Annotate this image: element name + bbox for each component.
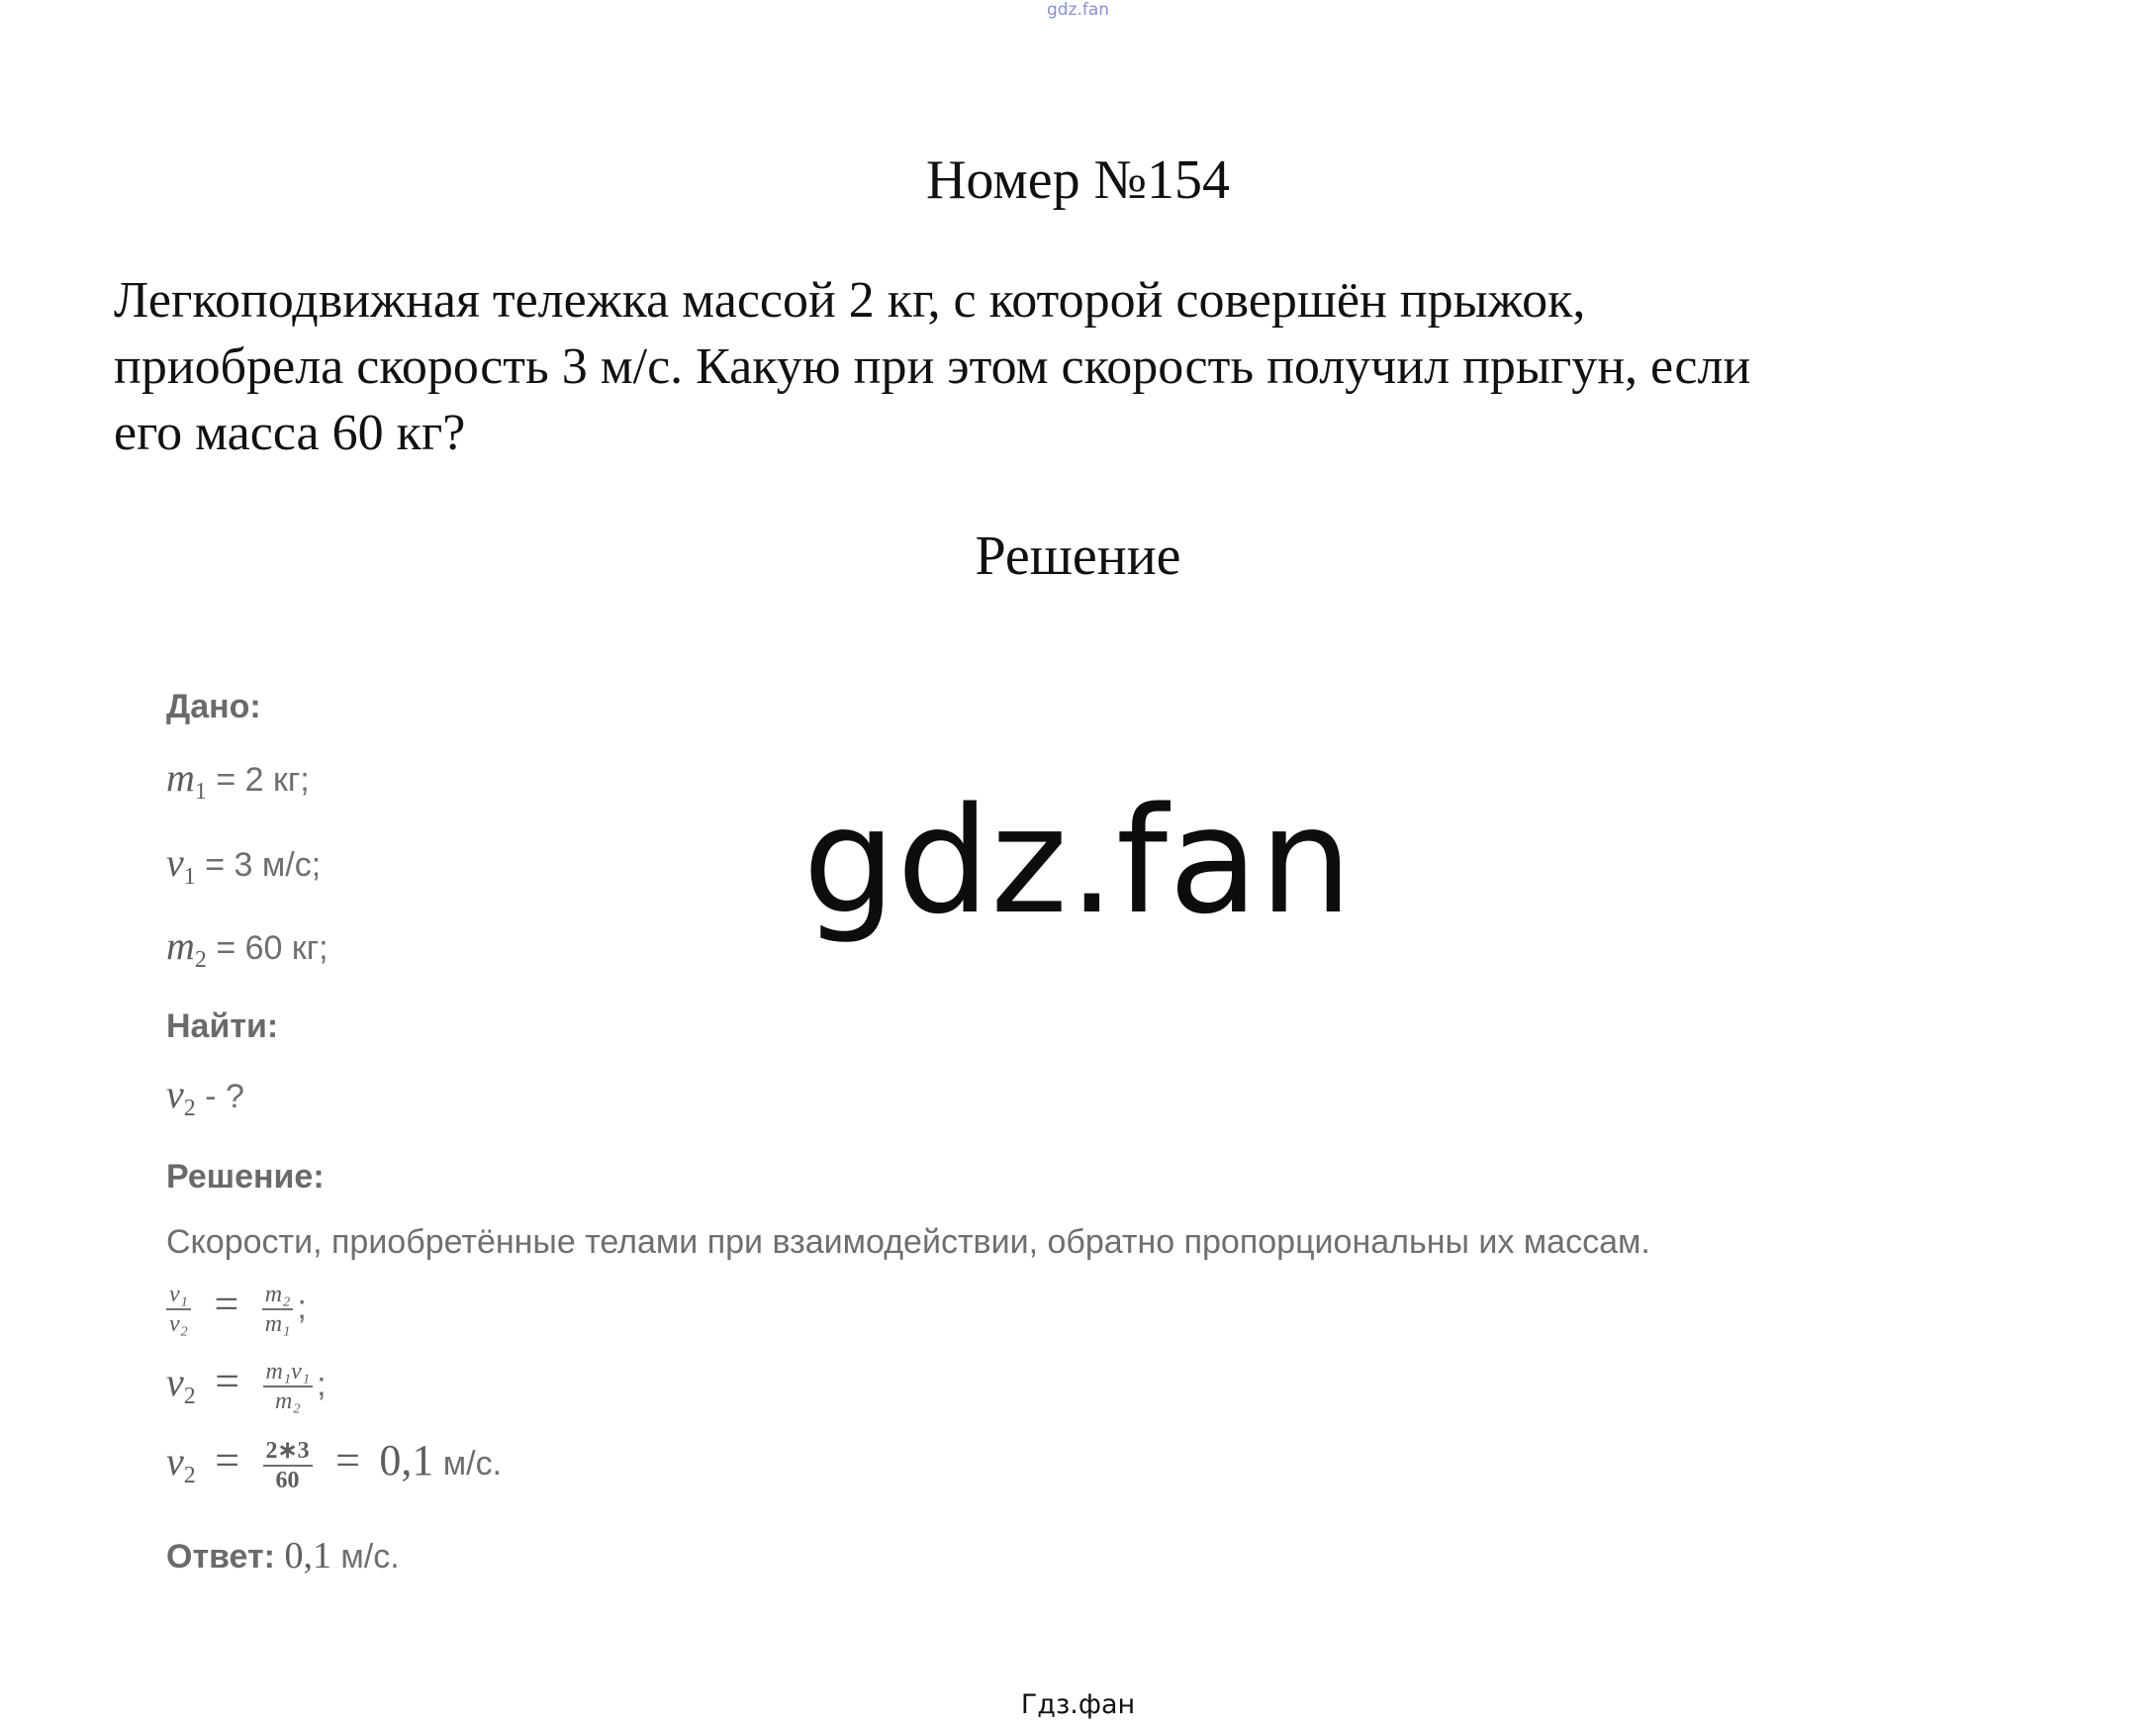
- given-label: Дано:: [166, 688, 261, 725]
- answer: Ответ: 0,1 м/с.: [166, 1535, 400, 1577]
- given-v1: $v_1 = 3$ м/с;: [166, 840, 322, 890]
- solution-heading: Решение: [975, 526, 1181, 587]
- solution-label: Решение:: [166, 1158, 325, 1195]
- equation-ratio: $\frac{\text{v₁}}{\text{v₂}}$ = $\frac{\text{m₂}}{\text{m₁}}$ ;: [166, 1279, 307, 1338]
- problem-line: его масса 60 кг?: [114, 405, 466, 461]
- footer-watermark: Гдз.фан: [1020, 1689, 1136, 1720]
- watermark: gdz.fan: [802, 776, 1354, 946]
- equation-v2-value: $v_2$ = $\frac{2∗3}{60}$ = 0,1 м/с.: [166, 1436, 503, 1494]
- problem-text: [114, 267, 2073, 466]
- given-m2: $m_2 = 60$ кг;: [166, 923, 328, 973]
- problem-line: приобрела скорость 3 м/с. Какую при этом скорость получил прыгун, если: [114, 338, 1751, 395]
- page-title: Номер №154: [925, 149, 1231, 211]
- solution-statement: Скорости, приобретённые телами при взаимодействии, обратно пропорциональны их массам.: [166, 1223, 1650, 1261]
- find-v2: $v_2$ - ?: [166, 1072, 244, 1121]
- problem-line: Легкоподвижная тележка массой 2 кг, с которой совершён прыжок,: [114, 272, 1586, 329]
- equation-v2-formula: $v_2$ = $\frac{\text{m₁v₁}}{\text{m₂}}$ ;: [166, 1357, 327, 1415]
- top-watermark: gdz.fan: [1046, 0, 1110, 20]
- given-m1: $m_1 = 2$ кг;: [166, 755, 310, 805]
- find-label: Найти:: [166, 1007, 279, 1045]
